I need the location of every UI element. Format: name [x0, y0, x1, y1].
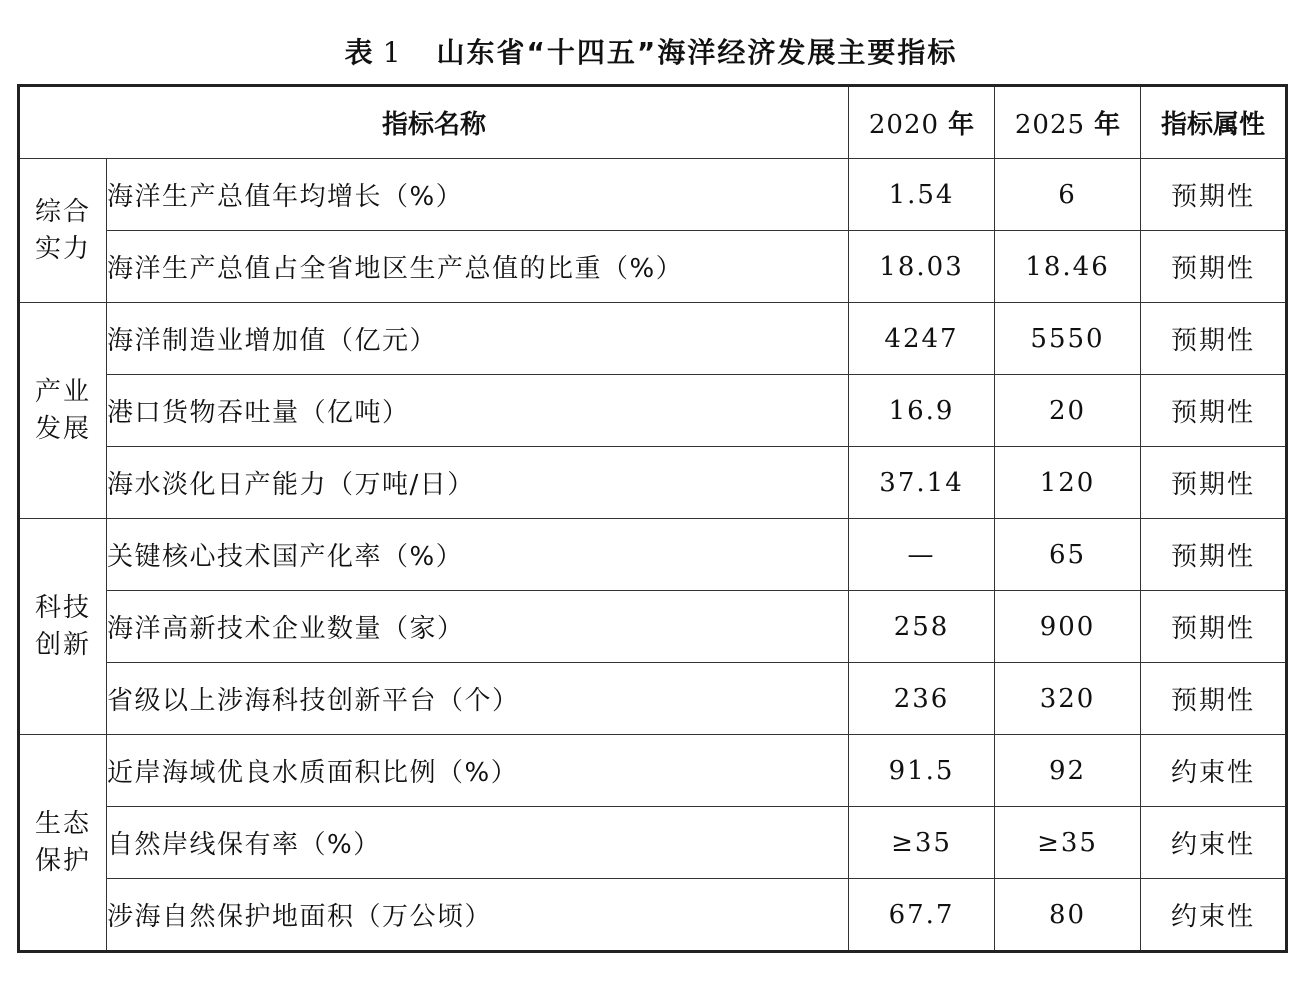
category-label-line2: 创新 — [34, 629, 91, 660]
value-2025: 80 — [995, 879, 1141, 952]
indicator-name: 海洋生产总值占全省地区生产总值的比重（%） — [107, 231, 849, 303]
header-2020-suffix: 年 — [948, 110, 975, 140]
indicator-attribute: 预期性 — [1141, 231, 1287, 303]
value-2025: 18.46 — [995, 231, 1141, 303]
category-label-line2: 发展 — [34, 413, 91, 444]
indicator-name: 关键核心技术国产化率（%） — [107, 519, 849, 591]
value-2025: 900 — [995, 591, 1141, 663]
value-2025: 320 — [995, 663, 1141, 735]
value-2020: 4247 — [849, 303, 995, 375]
header-indicator-name: 指标名称 — [19, 86, 849, 159]
indicator-name: 海洋制造业增加值（亿元） — [107, 303, 849, 375]
value-2025: 120 — [995, 447, 1141, 519]
table-title — [0, 30, 1302, 76]
indicator-attribute: 预期性 — [1141, 375, 1287, 447]
header-attribute: 指标属性 — [1141, 86, 1287, 159]
category-cell — [19, 519, 107, 735]
indicator-attribute: 预期性 — [1141, 447, 1287, 519]
indicator-name: 海洋高新技术企业数量（家） — [107, 591, 849, 663]
value-2025: 20 — [995, 375, 1141, 447]
value-2020: ≥35 — [849, 807, 995, 879]
table-row — [19, 663, 1287, 735]
category-label-line2: 保护 — [34, 845, 91, 876]
header-2025 — [995, 86, 1141, 159]
indicator-attribute: 预期性 — [1141, 663, 1287, 735]
value-2020: 18.03 — [849, 231, 995, 303]
indicator-name: 海洋生产总值年均增长（%） — [107, 159, 849, 231]
indicator-attribute: 预期性 — [1141, 159, 1287, 231]
table-row — [19, 591, 1287, 663]
value-2020: — — [849, 519, 995, 591]
table-row — [19, 447, 1287, 519]
indicator-attribute: 约束性 — [1141, 807, 1287, 879]
table-row — [19, 519, 1287, 591]
category-label-line1: 科技 — [34, 592, 91, 623]
table-row — [19, 879, 1287, 952]
indicator-attribute: 预期性 — [1141, 519, 1287, 591]
value-2025: 6 — [995, 159, 1141, 231]
category-label-line2: 实力 — [34, 233, 91, 264]
category-cell — [19, 303, 107, 519]
header-2025-number: 2025 — [1014, 110, 1086, 140]
value-2020: 258 — [849, 591, 995, 663]
indicator-attribute: 预期性 — [1141, 591, 1287, 663]
category-cell — [19, 159, 107, 303]
indicator-attribute: 约束性 — [1141, 735, 1287, 807]
indicator-attribute: 约束性 — [1141, 879, 1287, 952]
table-row — [19, 303, 1287, 375]
table-row — [19, 159, 1287, 231]
indicator-name: 港口货物吞吐量（亿吨） — [107, 375, 849, 447]
header-2025-suffix: 年 — [1094, 110, 1121, 140]
value-2020: 37.14 — [849, 447, 995, 519]
indicator-attribute: 预期性 — [1141, 303, 1287, 375]
category-label-line1: 综合 — [34, 196, 91, 227]
indicator-name: 海水淡化日产能力（万吨/日） — [107, 447, 849, 519]
indicator-table — [17, 84, 1288, 953]
value-2025: 92 — [995, 735, 1141, 807]
table-row — [19, 735, 1287, 807]
value-2025: 5550 — [995, 303, 1141, 375]
indicator-name: 涉海自然保护地面积（万公顷） — [107, 879, 849, 952]
value-2020: 16.9 — [849, 375, 995, 447]
table-title-text: 山东省“十四五”海洋经济发展主要指标 — [436, 36, 958, 69]
indicator-name: 自然岸线保有率（%） — [107, 807, 849, 879]
value-2020: 91.5 — [849, 735, 995, 807]
indicator-name: 省级以上涉海科技创新平台（个） — [107, 663, 849, 735]
category-label-line1: 产业 — [34, 376, 91, 407]
value-2020: 1.54 — [849, 159, 995, 231]
header-2020-number: 2020 — [868, 110, 940, 140]
value-2025: ≥35 — [995, 807, 1141, 879]
table-row — [19, 231, 1287, 303]
value-2020: 67.7 — [849, 879, 995, 952]
value-2025: 65 — [995, 519, 1141, 591]
table-title-number: 1 — [382, 36, 403, 69]
category-cell — [19, 735, 107, 952]
value-2020: 236 — [849, 663, 995, 735]
header-2020 — [849, 86, 995, 159]
category-label-line1: 生态 — [34, 808, 91, 839]
table-row — [19, 807, 1287, 879]
indicator-name: 近岸海域优良水质面积比例（%） — [107, 735, 849, 807]
table-title-prefix: 表 — [344, 36, 375, 69]
table-row — [19, 375, 1287, 447]
header-row — [19, 86, 1287, 159]
